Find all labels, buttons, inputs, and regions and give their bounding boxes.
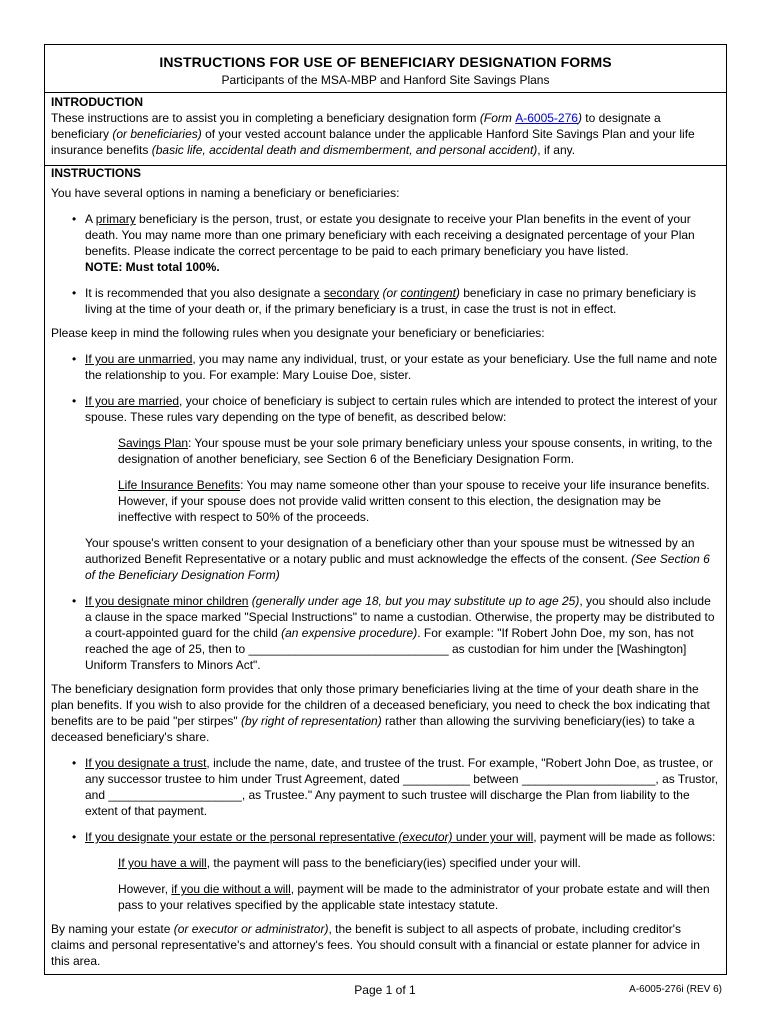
secondary-paren-open: (or: [382, 286, 401, 300]
intro-text-1: These instructions are to assist you in completing a beneficiary designation form: [51, 111, 480, 125]
intro-text-4: to designate a beneficiary: [51, 111, 661, 141]
consent-text: Your spouse's written consent to your designation of a beneficiary other than your spouse must be witnessed by an authorized Benefit Representative or a notary public and must acknowledge the effects of the consent.: [85, 536, 695, 566]
minor-procedure-note: (an expensive procedure): [281, 626, 418, 640]
secondary-text-a: It is recommended that you also designate a: [85, 286, 324, 300]
primary-term: primary: [95, 212, 136, 226]
page-frame: [44, 44, 727, 975]
savings-plan-text: : Your spouse must be your sole primary beneficiary unless your spouse consents, in writing, to the designation of another beneficiary, see Section 6 of the Beneficiary Designation Form.: [118, 436, 713, 466]
estate-item: [72, 829, 720, 845]
minor-text-d: . For example: "If Robert John Doe, my son, has not reached the age of 25, then to ______________________________ as custodian for him under the [Washington] Uniform Transfers to Minors Act".: [85, 626, 694, 672]
bullet-icon: •: [72, 286, 77, 300]
bullet-icon: •: [72, 394, 77, 408]
secondary-beneficiary-item: [72, 285, 720, 317]
estate-term-1: If you designate your estate or the personal representative: [85, 830, 399, 844]
primary-text-b: beneficiary is the person, trust, or estate you designate to receive your Plan benefits in the event of your death. You may name more than one primary beneficiary with each receiving a designated percentage of your Plan benefits. Please indicate the correct percentage to be paid to each primary beneficiary you have listed.: [85, 212, 695, 258]
married-item: [72, 393, 720, 425]
life-insurance-text: : You may name someone other than your spouse to receive your life insurance benefits. However, if your spouse does not provide valid written consent to this election, the designation may be ineffective with respect to 50% of the proceeds.: [118, 478, 710, 524]
no-will-rule: [118, 881, 718, 913]
intro-text-7: (basic life, accidental death and dismemberment, and personal accident): [151, 143, 538, 157]
closing-text: [51, 921, 715, 969]
secondary-term: secondary: [323, 286, 380, 300]
life-insurance-rule: [118, 477, 718, 525]
bullet-icon: •: [72, 830, 77, 844]
per-stirpes-text: [51, 681, 715, 745]
married-term: If you are married: [85, 394, 180, 408]
bullet-icon: •: [72, 594, 77, 608]
secondary-text-c: beneficiary in case no primary beneficiary is living at the time of your death or, if the primary beneficiary is a trust, in case the trust is not in effect.: [85, 286, 697, 316]
minor-term: If you designate minor children: [85, 594, 249, 608]
have-will-text: , the payment will pass to the beneficiary(ies) specified under your will.: [206, 856, 581, 870]
form-link[interactable]: A-6005-276: [515, 111, 578, 125]
no-will-term: if you die without a will: [171, 882, 291, 896]
document-subtitle: Participants of the MSA-MBP and Hanford Site Savings Plans: [221, 73, 550, 87]
introduction-heading: INTRODUCTION: [51, 95, 143, 109]
closing-note: (or executor or administrator): [173, 922, 329, 936]
bullet-icon: •: [72, 212, 77, 226]
minor-text-c: , you should also include a clause in the space marked "Special Instructions" to name a custodian. Otherwise, the property may be distributed to a court-appointed guard for the child: [85, 594, 715, 640]
per-stirpes-note: (by right of representation): [240, 714, 382, 728]
no-will-text: , payment will be made to the administrator of your probate estate and will then pass to your relatives specified by the applicable state intestacy statute.: [118, 882, 710, 912]
have-will-rule: [118, 855, 718, 871]
options-intro: You have several options in naming a beneficiary or beneficiaries:: [51, 186, 400, 200]
estate-term-2: under your will: [452, 830, 534, 844]
trust-term: If you designate a trust: [85, 756, 207, 770]
trust-text: , include the name, date, and trustee of the trust. For example, "Robert John Doe, as trustee, or any successor trustee to him under Trust Agreement, dated __________ between ____________________, as Trustor, and ____________________, as Trustee." Any payment to such trustee will discharge the Plan from liability to the extent of that payment.: [85, 756, 719, 818]
secondary-paren-close: ): [455, 286, 460, 300]
savings-plan-term: Savings Plan: [118, 436, 189, 450]
page-number: Page 1 of 1: [354, 983, 416, 997]
rules-intro: Please keep in mind the following rules when you designate your beneficiary or beneficiaries:: [51, 326, 545, 340]
intro-text-2: (Form: [479, 111, 516, 125]
executor-term: (executor): [398, 830, 453, 844]
minor-children-item: [72, 593, 720, 673]
unmarried-term: If you are unmarried: [85, 352, 193, 366]
closing-a: By naming your estate: [51, 922, 174, 936]
introduction-section: [45, 92, 726, 166]
bullet-icon: •: [72, 352, 77, 366]
primary-note: NOTE: Must total 100%.: [85, 260, 220, 274]
intro-text-5: (or beneficiaries): [112, 127, 202, 141]
intro-text-3: ): [577, 111, 582, 125]
form-revision: A-6005-276i (REV 6): [629, 984, 722, 995]
have-will-term: If you have a will: [118, 856, 207, 870]
married-text: , your choice of beneficiary is subject to certain rules which are intended to protect the interest of your spouse. These rules vary depending on the type of benefit, as described below:: [85, 394, 718, 424]
primary-text-a: A: [85, 212, 96, 226]
document-title: INSTRUCTIONS FOR USE OF BENEFICIARY DESIGNATION FORMS: [159, 54, 612, 70]
no-will-a: However,: [118, 882, 172, 896]
instructions-section: [45, 165, 726, 969]
page-footer: [0, 983, 770, 999]
unmarried-item: [72, 351, 720, 383]
life-insurance-term: Life Insurance Benefits: [118, 478, 241, 492]
intro-text-8: , if any.: [537, 143, 576, 157]
closing-b: , the benefit is subject to all aspects of probate, including creditor's claims and personal representative's and attorney's fees. You should consult with a financial or estate planner for advice in this area.: [51, 922, 700, 968]
bullet-icon: •: [72, 756, 77, 770]
instructions-heading: INSTRUCTIONS: [51, 166, 141, 180]
primary-beneficiary-item: [72, 211, 720, 275]
per-stirpes-b: rather than allowing the surviving beneficiary(ies) to take a deceased beneficiary's share.: [51, 714, 695, 744]
document-header: [45, 45, 726, 93]
unmarried-text: , you may name any individual, trust, or your estate as your beneficiary. Use the full name and note the relationship to you. For example: Mary Louise Doe, sister.: [85, 352, 718, 382]
trust-item: [72, 755, 720, 819]
estate-text: , payment will be made as follows:: [533, 830, 716, 844]
spouse-consent-text: [85, 535, 717, 583]
introduction-text: [51, 110, 715, 158]
consent-reference: (See Section 6 of the Beneficiary Designation Form): [85, 552, 710, 582]
intro-text-6: of your vested account balance under the applicable Hanford Site Savings Plan and your life insurance benefits: [51, 127, 695, 157]
per-stirpes-a: The beneficiary designation form provides that only those primary beneficiaries living at the time of your death share in the plan benefits. If you wish to also provide for the children of a deceased beneficiary, you need to check the box indicating that benefits are to be paid "per stirpes": [51, 682, 710, 728]
savings-plan-rule: [118, 435, 718, 467]
minor-age-note: (generally under age 18, but you may substitute up to age 25): [251, 594, 580, 608]
contingent-term: contingent: [400, 286, 456, 300]
